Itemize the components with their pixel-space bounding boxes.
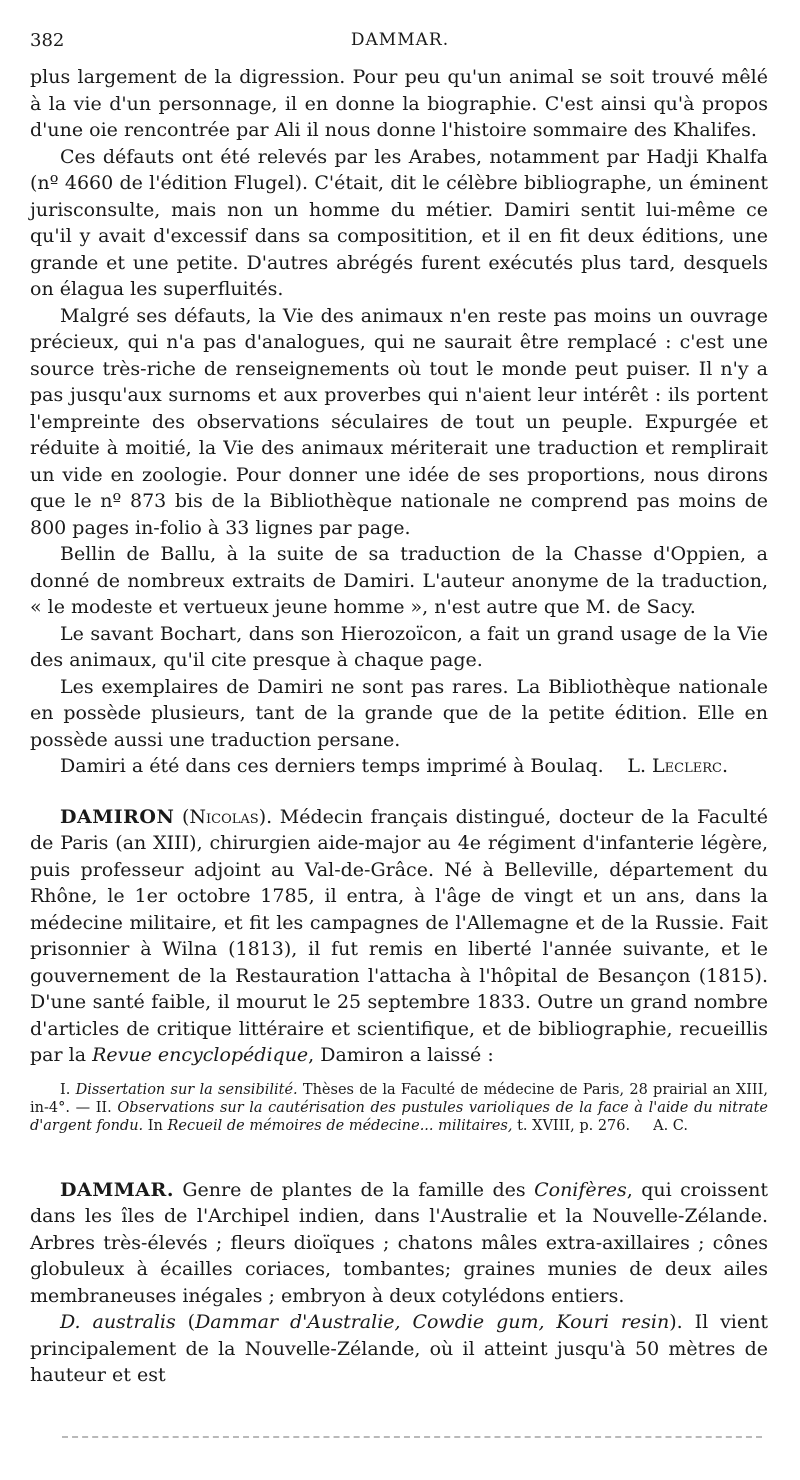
entry-headword: DAMIRON (60, 805, 175, 828)
text-run: Thèses de la Faculté de médecine de Paris, 28 prairial an XIII, in-4°. — II. (30, 1081, 768, 1116)
text-run: Médecin français distingué, docteur de la Faculté de Paris (an XIII), chirurgien aide-major au 4e régiment d'infanterie légère, puis professeur adjoint au Val-de-Grâce. Né à Belleville, département du Rhône, le 1er octobre 1785, il entra, à l'âge de vingt et un ans, dans la médecine militaire, et fit les campagnes de l'Allemagne et de la Russie. Fait prisonnier à Wilna (1813), il fut remis en liberté l'année suivante, et le gouvernement de la Restauration l'attacha à l'hôpital de Besançon (1815). D'une santé faible, il mourut le 25 septembre 1833. Outre un grand nombre d'articles de critique littéraire et scientifique, et de bibliographie, recueillis par la (30, 805, 768, 1066)
article-damiri-continued (30, 64, 768, 780)
paragraph: Bellin de Ballu, à la suite de sa traduction de la Chasse d'Oppien, a donné de nombreux extraits de Damiri. L'auteur anonyme de la traduction, « le modeste et vertueux jeune homme », n'est autre que M. de Sacy. (30, 543, 768, 618)
author-initials: A. C. (653, 1117, 688, 1134)
text-run: Genre de plantes de la famille des (173, 1178, 535, 1201)
text-run: , Damiron a laissé : (308, 1044, 494, 1066)
paragraph (30, 1309, 768, 1389)
paragraph: Les exemplaires de Damiri ne sont pas rares. La Bibliothèque nationale en possède plusieurs, tant de la grande que de la petite édition. Elle en possède aussi une traduction persane. (30, 675, 768, 751)
journal-title: Recueil de mémoires de médecine... militaires, (167, 1117, 513, 1134)
common-names: Dammar d'Australie, Cowdie gum, Kouri resin (195, 1311, 670, 1333)
journal-title: Revue encyclopédique (92, 1044, 309, 1066)
article-damiron (30, 804, 768, 1135)
text-run: In (143, 1117, 168, 1134)
text-run: ( (175, 1311, 196, 1333)
text-run: , qui croissent dans les îles de l'Archipel indien, dans l'Australie et la Nouvelle-Zélande. Arbres très-élevés ; fleurs dioïques ; chatons mâles extra-axillaires ; cônes globuleux à écailles coriaces, tombantes; graines munies de deux ailes membraneuses inégales ; embryon à deux cotylédons entiers. (30, 1178, 768, 1307)
bottom-rule (62, 1436, 762, 1438)
paragraph: Ces défauts ont été relevés par les Arabes, notamment par Hadji Khalfa (nº 4660 de l'édition Flugel). C'était, dit le célèbre bibliographe, un éminent jurisconsulte, mais non un homme du métier. Damiri sentit lui-même ce qu'il y avait d'excessif dans sa compositition, et il en fit deux éditions, une grande et une petite. D'autres abrégés furent exécutés plus tard, desquels on élagua les superfluités. (30, 145, 768, 300)
entry-headword: DAMMAR. (60, 1178, 174, 1201)
author-signature: L. Leclerc. (627, 755, 728, 777)
text-run: I. (60, 1081, 76, 1098)
paragraph: Le savant Bochart, dans son Hierozoïcon, a fait un grand usage de la Vie des animaux, qu'il cite presque à chaque page. (30, 622, 768, 671)
paragraph: plus largement de la digression. Pour peu qu'un animal se soit trouvé mêlé à la vie d'un personnage, il en donne la biographie. C'est ainsi qu'à propos d'une oie rencontrée par Ali il nous donne l'histoire sommaire des Khalifes. (30, 66, 768, 141)
family-name: Conifères (534, 1178, 627, 1201)
given-name: (Nicolas). (182, 805, 273, 828)
text-run: ). Il vient principalement de la Nouvelle-Zélande, où il atteint jusqu'à 50 mètres de hauteur et est (30, 1311, 768, 1386)
paragraph (30, 804, 768, 1069)
page-header (30, 30, 770, 58)
work-title: Observations sur la cautérisation des pustules varioliques de la face à l'aide du nitrate d'argent fondu. (30, 1099, 768, 1134)
running-head: DAMMAR. (350, 30, 450, 50)
species-name: D. australis (60, 1311, 176, 1333)
work-title: Dissertation sur la sensibilité. (75, 1081, 298, 1098)
closing-line (30, 753, 768, 780)
page-body (30, 64, 768, 1389)
page-number: 382 (30, 30, 65, 51)
article-dammar (30, 1177, 768, 1389)
paragraph: Damiri a été dans ces derniers temps imprimé à Boulaq. (60, 755, 604, 777)
text-run: t. XVIII, p. 276. (512, 1117, 631, 1134)
paragraph (30, 1177, 768, 1310)
paragraph: Malgré ses défauts, la Vie des animaux n'en reste pas moins un ouvrage précieux, qui n'a pas d'analogues, qui ne saurait être remplacé : c'est une source très-riche de renseignements où tout le monde peut puiser. Il n'y a pas jusqu'aux surnoms et aux proverbes qui n'aient leur intérêt : ils portent l'empreinte des observations séculaires de tout un peuple. Expurgée et réduite à moitié, la Vie des animaux mériterait une traduction et remplirait un vide en zoologie. Pour donner une idée de ses proportions, nous dirons que le nº 873 bis de la Bibliothèque nationale ne comprend pas moins de 800 pages in-folio à 33 lignes par page. (30, 304, 768, 539)
